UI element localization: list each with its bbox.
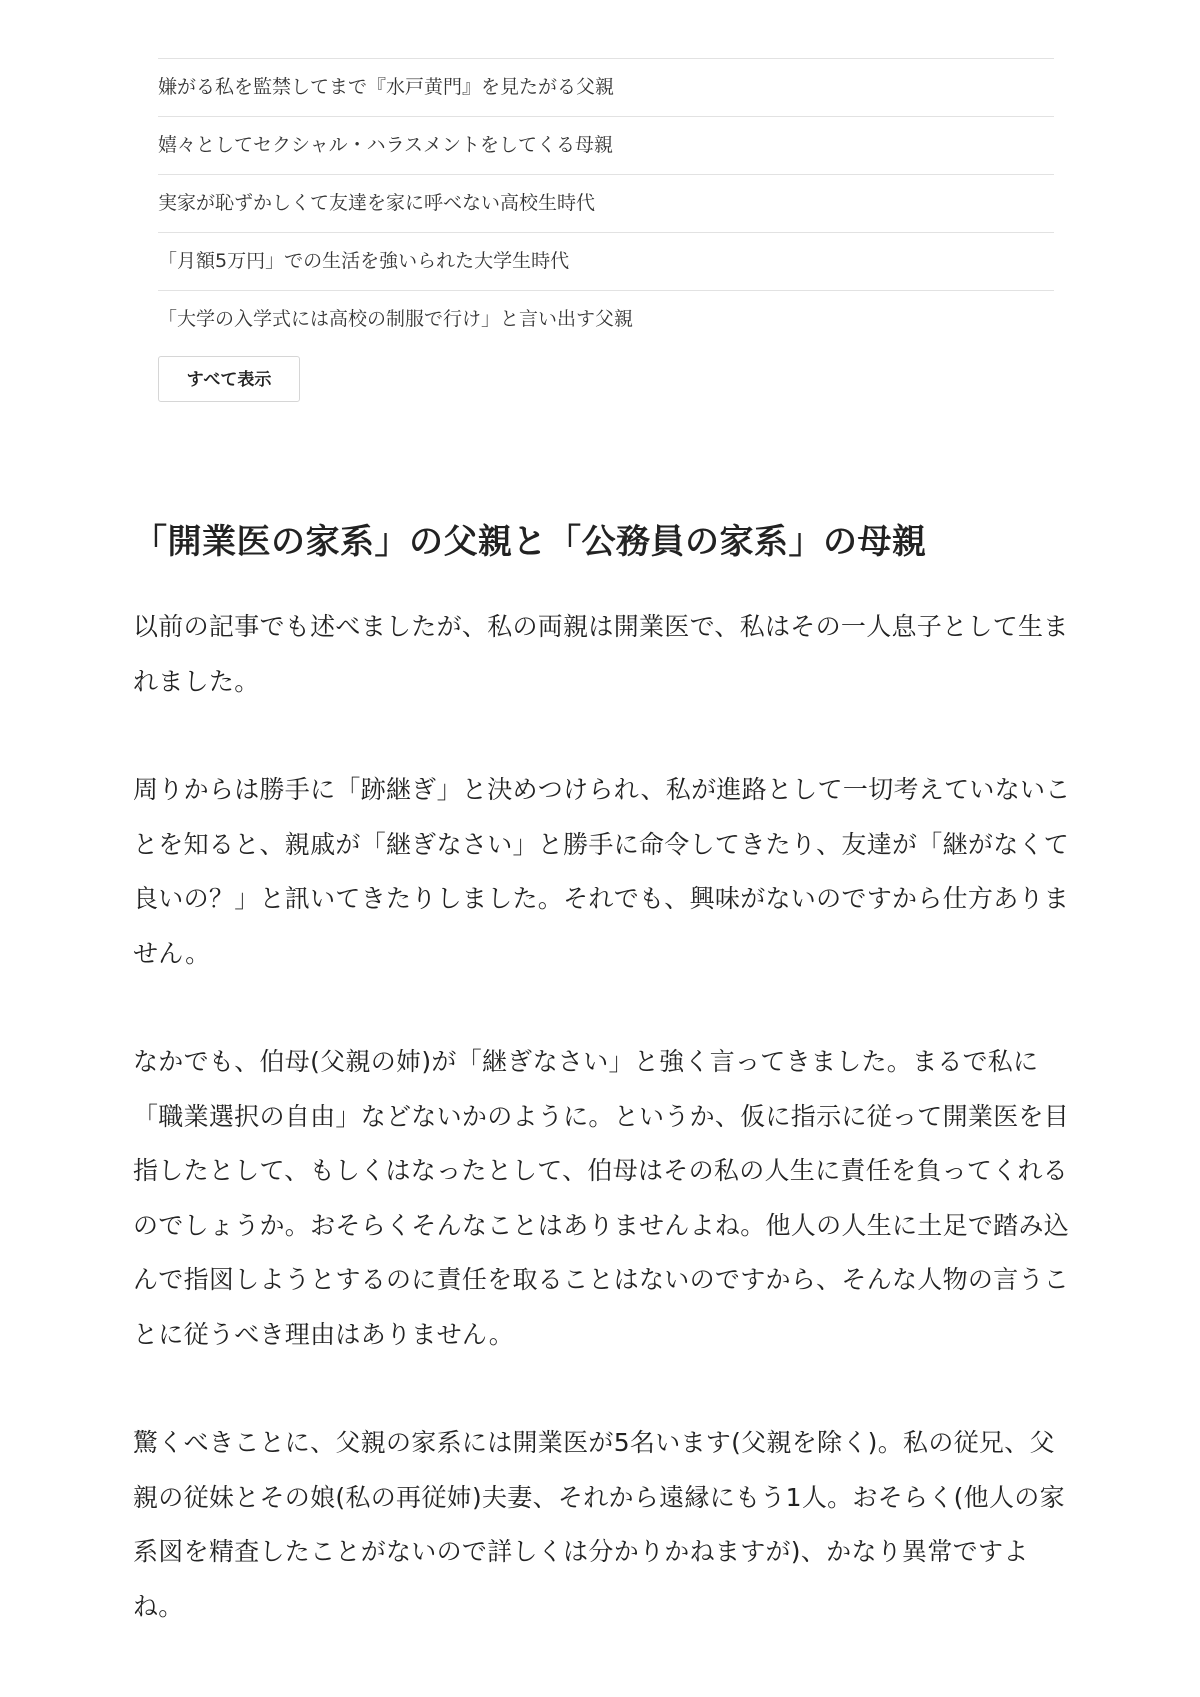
toc-item[interactable]: 実家が恥ずかしくて友達を家に呼べない高校生時代 <box>158 175 1054 233</box>
toc-item[interactable]: 嬉々としてセクシャル・ハラスメントをしてくる母親 <box>158 117 1054 175</box>
toc-item[interactable]: 「大学の入学式には高校の制服で行け」と言い出す父親 <box>158 308 634 330</box>
section-heading: 「開業医の家系」の父親と「公務員の家系」の母親 <box>133 522 927 562</box>
show-all-button[interactable]: すべて表示 <box>158 356 300 402</box>
article-body <box>133 510 1073 1688</box>
toc-list <box>158 58 1054 348</box>
table-of-contents <box>158 58 1054 402</box>
toc-item[interactable]: 「月額5万円」での生活を強いられた大学生時代 <box>158 233 1054 291</box>
paragraph: 以前の記事でも述べましたが、私の両親は開業医で、私はその一人息子として生まれました。 <box>133 612 1069 696</box>
paragraph: 周りからは勝手に「跡継ぎ」と決めつけられ、私が進路として一切考えていないことを知ると、親戚が「継ぎなさい」と勝手に命令してきたり、友達が「継がなくて良いの？」と訊いてきたりしました。それでも、興味がないのですから仕方ありません。 <box>133 775 1071 968</box>
paragraph: なかでも、伯母(父親の姉)が「継ぎなさい」と強く言ってきました。まるで私に「職業選択の自由」などないかのように。というか、仮に指示に従って開業医を目指したとして、もしくはなったとして、伯母はその私の人生に責任を負ってくれるのでしょうか。おそらくそんなことはありませんよね。他人の人生に土足で踏み込んで指図しようとするのに責任を取ることはないのですから、そんな人物の言うことに従うべき理由はありません。 <box>133 1047 1070 1349</box>
toc-item[interactable]: 嫌がる私を監禁してまで『水戸黄門』を見たがる父親 <box>158 59 1054 117</box>
paragraph: 驚くべきことに、父親の家系には開業医が5名います(父親を除く)。私の従兄、父親の従妹とその娘(私の再従姉)夫妻、それから遠縁にもう1人。おそらく(他人の家系図を精査したことがないので詳しくは分かりかねますが)、かなり異常ですよね。 <box>133 1428 1065 1621</box>
